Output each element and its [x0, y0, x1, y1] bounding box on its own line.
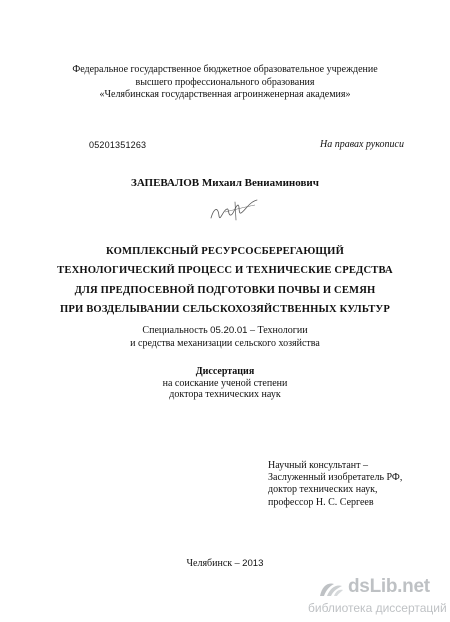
consultant-block — [268, 460, 402, 509]
dissertation-heading: Диссертация — [195, 366, 255, 377]
watermark-brand: dsLib.net — [348, 576, 430, 597]
watermark[interactable] — [300, 575, 445, 617]
handwritten-signature-icon — [205, 196, 265, 226]
title-line-1: КОМПЛЕКСНЫЙ РЕСУРСОСБЕРЕГАЮЩИЙ — [106, 246, 344, 257]
specialty-line-2: и средства механизации сельского хозяйства — [130, 338, 320, 349]
document-code: 05201351263 — [89, 140, 147, 150]
consultant-line-4: профессор Н. С. Сергеев — [268, 496, 374, 508]
specialty-field: – Технологии — [247, 325, 308, 336]
watermark-tagline: библиотека диссертаций — [308, 601, 447, 615]
title-line-4: ПРИ ВОЗДЕЛЫВАНИИ СЕЛЬСКОХОЗЯЙСТВЕННЫХ КУЛЬТУР — [60, 304, 390, 316]
author-name: ЗАПЕВАЛОВ Михаил Вениаминович — [131, 177, 319, 189]
specialty-block — [0, 324, 450, 350]
consultant-line-1: Научный консультант – — [268, 460, 368, 471]
institution-header — [0, 64, 450, 102]
title-line-2: ТЕХНОЛОГИЧЕСКИЙ ПРОЦЕСС И ТЕХНИЧЕСКИЕ СРЕДСТВА — [57, 265, 393, 277]
dissertation-line-3: доктора технических наук — [169, 389, 281, 400]
dissertation-title — [0, 242, 450, 320]
institution-line-1: Федеральное государственное бюджетное образовательное учреждение — [72, 64, 378, 75]
consultant-line-2: Заслуженный изобретатель РФ, — [268, 472, 403, 484]
institution-line-3: «Челябинская государственная агроинженерная академия» — [99, 89, 351, 100]
rights-note: На правах рукописи — [320, 139, 404, 150]
dissertation-line-2: на соискание ученой степени — [162, 377, 288, 389]
specialty-code: 05.20.01 — [210, 325, 248, 336]
specialty-prefix: Специальность — [142, 325, 211, 336]
consultant-line-3: доктор технических наук, — [268, 484, 378, 496]
city-year — [0, 558, 450, 569]
title-line-3: ДЛЯ ПРЕДПОСЕВНОЙ ПОДГОТОВКИ ПОЧВЫ И СЕМЯН — [74, 284, 376, 296]
specialty-line-1 — [0, 324, 450, 337]
dslib-logo-icon — [318, 578, 344, 598]
city-name: Челябинск – — [186, 558, 243, 569]
institution-line-2: высшего профессионального образования — [135, 76, 315, 88]
dissertation-block — [0, 366, 450, 401]
year: 2013 — [242, 558, 264, 569]
